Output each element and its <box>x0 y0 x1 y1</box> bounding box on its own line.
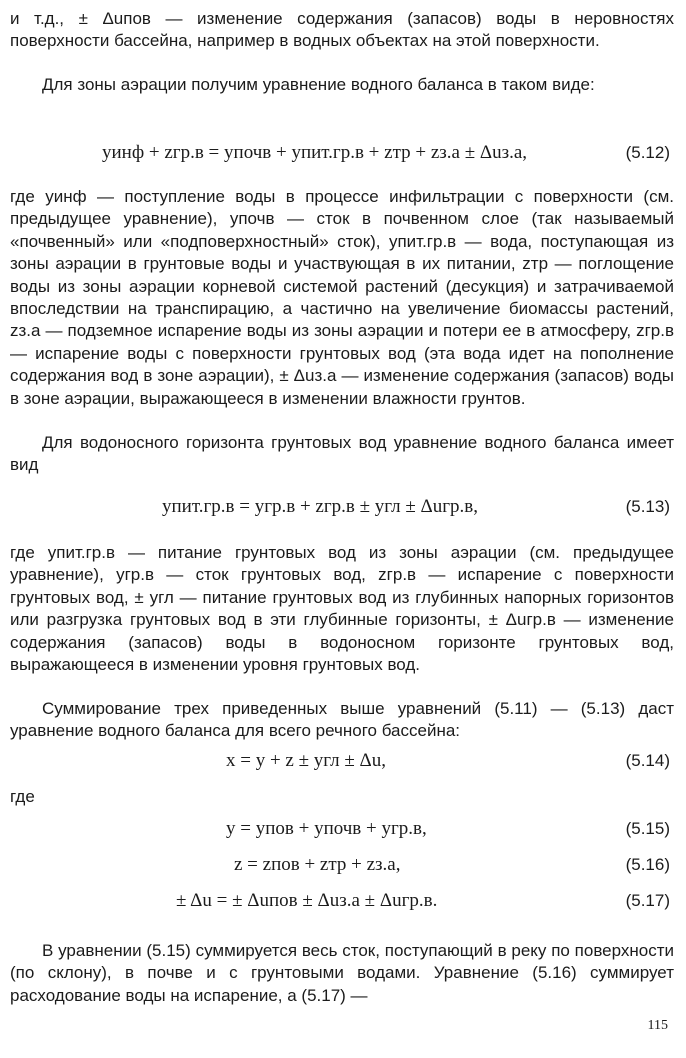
paragraph-summation: Суммирование трех приведенных выше уравнений (5.11) — (5.13) даст уравнение водного баланса для всего речного бассейна: <box>10 699 674 741</box>
equation-5-17 <box>10 890 674 912</box>
paragraph-aeration-zone: Для зоны аэрации получим уравнение водного баланса в таком виде: <box>42 75 595 94</box>
equation-5-13 <box>10 496 674 518</box>
paragraph-conclusion: В уравнении (5.15) суммируется весь сток, поступающий в реку по поверхности (по склону), в почве и с грунтовыми водами. Уравнение (5.16) суммирует расходование воды на испарение, а (5.17) — <box>10 941 674 1005</box>
equation-5-14-number: (5.14) <box>625 751 670 770</box>
page-number: 115 <box>647 1018 668 1033</box>
equation-5-16-number: (5.16) <box>625 855 670 874</box>
equation-5-17-number: (5.17) <box>625 891 670 910</box>
equation-5-17-formula: ± Δu = ± Δuпов ± Δuз.а ± Δuгр.в. <box>176 890 438 911</box>
equation-5-13-number: (5.13) <box>625 497 670 516</box>
document-page <box>10 8 674 1008</box>
equation-5-14-formula: x = y + z ± yгл ± Δu, <box>226 750 386 771</box>
paragraph-aquifer-terms: где yпит.гр.в — питание грунтовых вод из зоны аэрации (см. предыдущее уравнение), yгр.в — сток грунтовых вод, zгр.в — испарение с поверхности грунтовых вод, ± yгл — питание грунтовых вод из глубинных напорных горизонтов или разгрузка грунтовых вод в эти глубинные горизонты, ± Δuгр.в — изменение содержания (запасов) воды в водоносном горизонте грунтовых вод, выражающееся в изменении уровня грунтовых вод. <box>10 543 674 675</box>
paragraph-intro: и т.д., ± Δuпов — изменение содержания (запасов) воды в неровностях поверхности бассейна, например в водных объектах на этой поверхности. <box>10 9 674 51</box>
equation-5-12 <box>10 142 674 164</box>
equation-5-16-formula: z = zпов + zтр + zз.а, <box>234 854 401 875</box>
paragraph-aeration-terms: где yинф — поступление воды в процессе инфильтрации с поверхности (см. предыдущее уравнение), yпочв — сток в почвенном слое (так называемый «почвенный» или «подповерхностный» сток), yпит.гр.в — вода, поступающая из зоны аэрации в грунтовые воды и участвующая в их питании, zтр — поглощение воды из зоны аэрации корневой системой растений (десукция) и затрачиваемой впоследствии на транспирацию, а частично на увеличение биомассы растений, zз.а — подземное испарение воды из зоны аэрации и потери ее в атмосферу, zгр.в — испарение воды с поверхности грунтовых вод (эта вода идет на пополнение содержания вод в зоне аэрации), ± Δuз.а — изменение содержания (запасов) воды в зоне аэрации, выражающееся в изменении влажности грунтов. <box>10 187 674 408</box>
equation-5-14 <box>10 750 674 772</box>
equation-5-13-formula: yпит.гр.в = yгр.в + zгр.в ± yгл ± Δuгр.в, <box>162 496 479 517</box>
equation-5-15-number: (5.15) <box>625 819 670 838</box>
equation-5-12-formula: yинф + zгр.в = yпочв + yпит.гр.в + zтр + zз.а ± Δuз.а, <box>102 142 528 163</box>
equation-5-16 <box>10 854 674 876</box>
equation-5-15 <box>10 818 674 840</box>
paragraph-aquifer: Для водоносного горизонта грунтовых вод уравнение водного баланса имеет вид <box>10 433 674 475</box>
paragraph-where: где <box>10 787 35 806</box>
equation-5-12-number: (5.12) <box>625 143 670 162</box>
equation-5-15-formula: y = yпов + yпочв + yгр.в, <box>226 818 427 839</box>
